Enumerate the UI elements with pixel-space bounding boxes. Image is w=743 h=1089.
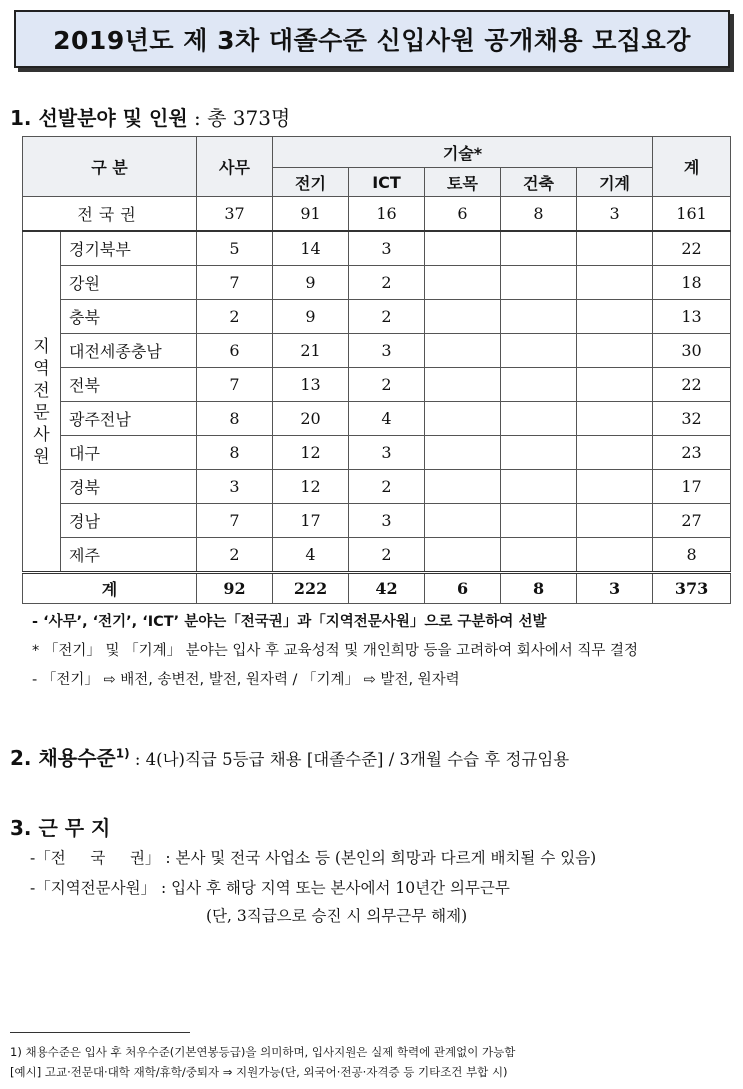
table-cell: 17 [653, 470, 731, 504]
region-label: 경기북부 [61, 231, 197, 266]
table-cell [425, 402, 501, 436]
table-cell: 2 [349, 266, 425, 300]
footnote-line: [예시] 고교·전문대·대학 재학/휴학/중퇴자 ⇒ 지원가능(단, 외국어·전공·자격증 등 기타조건 부합 시) [10, 1065, 508, 1079]
section3-heading: 3. 근 무 지 [10, 816, 111, 840]
table-cell: 2 [349, 538, 425, 573]
table-cell [425, 300, 501, 334]
table-cell: 27 [653, 504, 731, 538]
section1-heading-line [10, 102, 290, 131]
footnote-line: 1) 채용수준은 입사 후 처우수준(기본연봉등급)을 의미하며, 입사지원은 실제 학력에 관계없이 가능함 [10, 1045, 516, 1059]
header-tech-col: 기계 [577, 168, 653, 197]
table-cell: 222 [273, 573, 349, 604]
table-cell [577, 538, 653, 573]
section3-line: (단, 3직급으로 승진 시 의무근무 해제) [206, 907, 468, 925]
table-cell [577, 436, 653, 470]
table-cell: 8 [501, 197, 577, 232]
table-cell: 12 [273, 470, 349, 504]
table-row [23, 266, 731, 300]
header-clerical: 사무 [197, 137, 273, 197]
table-row [23, 334, 731, 368]
table-cell: 8 [653, 538, 731, 573]
table-cell [501, 470, 577, 504]
table-cell: 5 [197, 231, 273, 266]
table-cell: 3 [577, 197, 653, 232]
table-cell: 6 [197, 334, 273, 368]
table-cell [577, 266, 653, 300]
table-cell [577, 504, 653, 538]
table-row [23, 470, 731, 504]
region-label: 강원 [61, 266, 197, 300]
page-title: 2019년도 제 3차 대졸수준 신입사원 공개채용 모집요강 [53, 26, 691, 55]
table-cell [425, 231, 501, 266]
table-cell: 21 [273, 334, 349, 368]
title-box [14, 10, 730, 68]
table-cell: 8 [501, 573, 577, 604]
region-label: 전북 [61, 368, 197, 402]
total-row [23, 573, 731, 604]
table-cell: 8 [197, 402, 273, 436]
table-cell: 9 [273, 300, 349, 334]
section3-line: -「지역전문사원」 : 입사 후 해당 지역 또는 본사에서 10년간 의무근무 [30, 879, 510, 897]
table-cell [501, 368, 577, 402]
section1-detail: : 총 373명 [187, 106, 291, 130]
section2-line [10, 742, 569, 771]
national-row [23, 197, 731, 232]
header-total: 계 [653, 137, 731, 197]
note-line: - ‘사무’, ‘전기’, ‘ICT’ 분야는「전국권」과「지역전문사원」으로 구분하여 선발 [32, 614, 547, 630]
regional-group-text: 지역전문사원 [33, 336, 50, 467]
table-cell [425, 504, 501, 538]
table-cell: 2 [349, 470, 425, 504]
table-row [23, 436, 731, 470]
table-cell: 373 [653, 573, 731, 604]
table-cell [501, 504, 577, 538]
region-label: 경북 [61, 470, 197, 504]
table-cell: 4 [349, 402, 425, 436]
table-cell: 37 [197, 197, 273, 232]
table-cell [501, 334, 577, 368]
table-cell: 13 [273, 368, 349, 402]
table-row [23, 504, 731, 538]
table-cell: 7 [197, 266, 273, 300]
table-cell: 8 [197, 436, 273, 470]
table-cell [501, 538, 577, 573]
table-cell: 4 [273, 538, 349, 573]
note-line: - 「전기」 ⇨ 배전, 송변전, 발전, 원자력 / 「기계」 ⇨ 발전, 원자력 [32, 672, 460, 688]
header-category: 구 분 [23, 137, 197, 197]
region-label: 광주전남 [61, 402, 197, 436]
table-cell [577, 231, 653, 266]
table-cell [577, 470, 653, 504]
table-cell: 3 [349, 334, 425, 368]
table-cell: 14 [273, 231, 349, 266]
table-cell: 20 [273, 402, 349, 436]
table-cell: 30 [653, 334, 731, 368]
footnote-divider [10, 1032, 190, 1033]
table-cell: 13 [653, 300, 731, 334]
table-row [23, 402, 731, 436]
table-cell [577, 334, 653, 368]
section2-footnote-mark: 1) [115, 746, 130, 761]
table-cell: 17 [273, 504, 349, 538]
table-row [23, 368, 731, 402]
table-cell: 23 [653, 436, 731, 470]
region-label: 대구 [61, 436, 197, 470]
table-cell: 42 [349, 573, 425, 604]
table-cell [425, 470, 501, 504]
note-line: * 「전기」 및 「기계」 분야는 입사 후 교육성적 및 개인희망 등을 고려하여 회사에서 직무 결정 [32, 643, 639, 659]
table-cell [501, 266, 577, 300]
table-cell [501, 231, 577, 266]
header-tech-col: 건축 [501, 168, 577, 197]
table-cell: 2 [197, 300, 273, 334]
table-cell: 6 [425, 197, 501, 232]
table-cell: 3 [349, 231, 425, 266]
table-cell: 32 [653, 402, 731, 436]
header-tech-col: 토목 [425, 168, 501, 197]
table-cell [501, 436, 577, 470]
table-cell: 16 [349, 197, 425, 232]
section3-line: -「전 국 권」 : 본사 및 전국 사업소 등 (본인의 희망과 다르게 배치될 수 있음) [30, 849, 597, 867]
region-label: 충북 [61, 300, 197, 334]
table-cell: 7 [197, 368, 273, 402]
table-cell [425, 266, 501, 300]
table-cell: 6 [425, 573, 501, 604]
header-tech-col: ICT [349, 168, 425, 197]
regional-rows [23, 231, 731, 573]
table-cell: 161 [653, 197, 731, 232]
table-cell: 3 [349, 436, 425, 470]
table-cell: 92 [197, 573, 273, 604]
table-row [23, 231, 731, 266]
table-cell [425, 538, 501, 573]
table-cell [425, 334, 501, 368]
table-cell [577, 368, 653, 402]
table-cell: 91 [273, 197, 349, 232]
table-row [23, 538, 731, 573]
table-cell: 22 [653, 231, 731, 266]
quota-table [22, 136, 731, 604]
table-cell: 3 [197, 470, 273, 504]
table-cell [577, 402, 653, 436]
regional-group-label [23, 231, 61, 573]
table-cell [501, 300, 577, 334]
region-label: 제주 [61, 538, 197, 573]
table-cell: 18 [653, 266, 731, 300]
table-cell: 2 [349, 368, 425, 402]
table-cell: 9 [273, 266, 349, 300]
table-cell: 7 [197, 504, 273, 538]
table-cell: 2 [349, 300, 425, 334]
header-tech-col: 전기 [273, 168, 349, 197]
table-cell [425, 436, 501, 470]
table-cell: 2 [197, 538, 273, 573]
table-cell [501, 402, 577, 436]
table-cell: 3 [577, 573, 653, 604]
table-cell: 3 [349, 504, 425, 538]
section1-heading: 1. 선발분야 및 인원 [10, 106, 188, 130]
table-row [23, 300, 731, 334]
table-cell: 12 [273, 436, 349, 470]
section2-heading: 2. 채용수준 [10, 746, 116, 770]
table-cell: 22 [653, 368, 731, 402]
header-row-1 [23, 137, 731, 168]
total-label: 계 [23, 573, 197, 604]
national-label: 전국권 [23, 197, 197, 232]
header-tech-group: 기술* [273, 137, 653, 168]
region-label: 경남 [61, 504, 197, 538]
region-label: 대전세종충남 [61, 334, 197, 368]
table-cell [577, 300, 653, 334]
table-cell [425, 368, 501, 402]
section2-detail: : 4(나)직급 5등급 채용 [대졸수준] / 3개월 수습 후 정규임용 [129, 750, 570, 769]
